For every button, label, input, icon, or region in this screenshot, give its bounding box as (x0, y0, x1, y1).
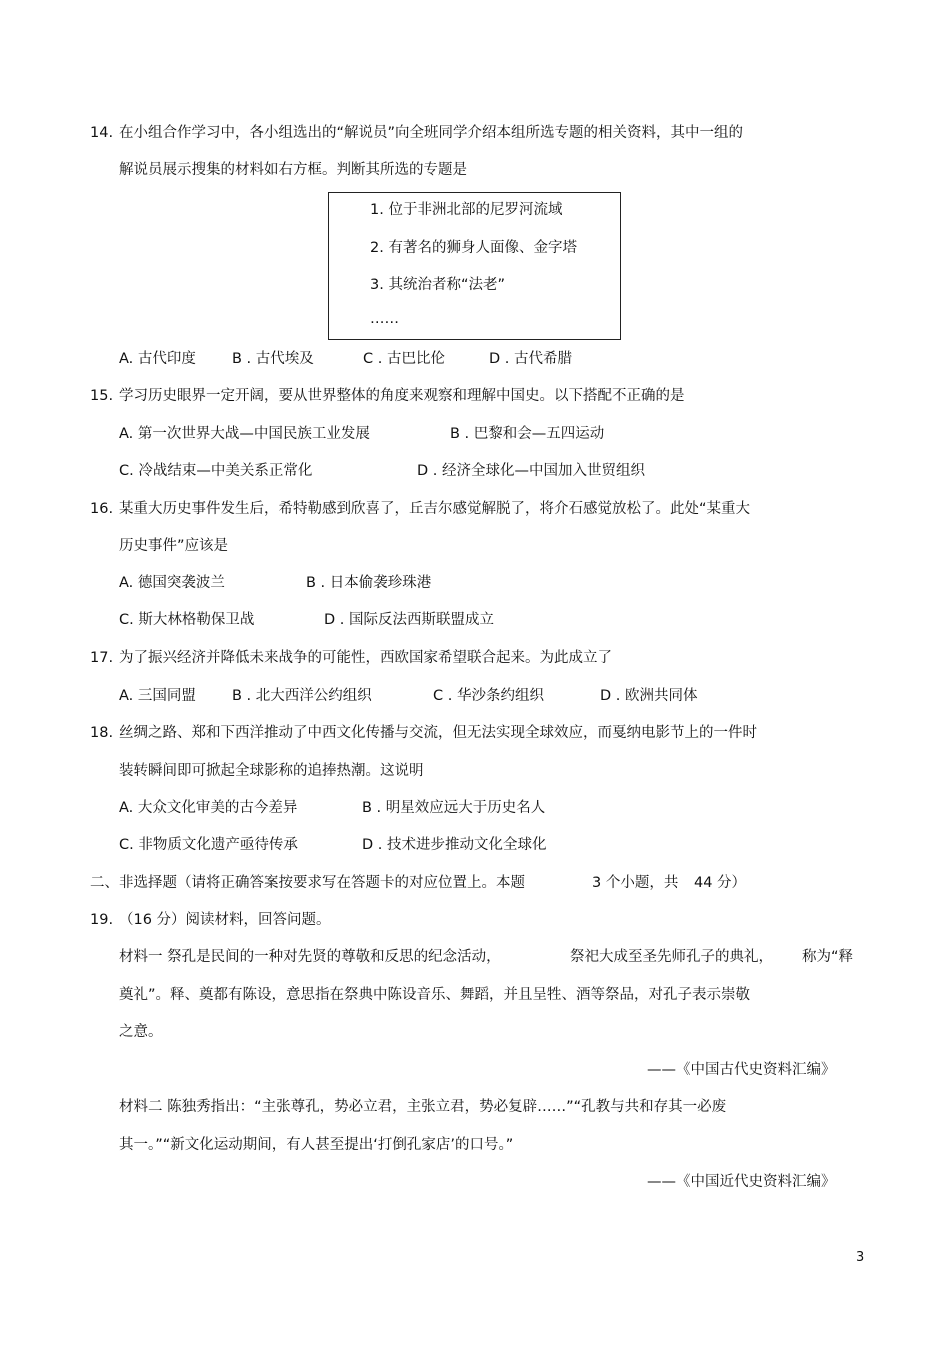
question-16-option-d: D . 国际反法西斯联盟成立 (324, 612, 494, 628)
material-1-line3: 之意。 (119, 1024, 163, 1040)
question-15-number: 15. (90, 388, 114, 404)
question-17-option-c: C . 华沙条约组织 (433, 688, 544, 704)
question-14-option-a: A. 古代印度 (119, 351, 196, 367)
question-18-option-c: C. 非物质文化遗产亟待传承 (119, 837, 298, 853)
question-16-option-c: C. 斯大林格勒保卫战 (119, 612, 255, 628)
question-15-option-a: A. 第一次世界大战—中国民族工业发展 (119, 426, 370, 442)
question-16-option-a: A. 德国突袭波兰 (119, 575, 225, 591)
question-16-number: 16. (90, 501, 114, 517)
question-18-option-d: D . 技术进步推动文化全球化 (362, 837, 547, 853)
question-18-option-a: A. 大众文化审美的古今差异 (119, 800, 298, 816)
material-2-source: ——《中国近代史资料汇编》 (647, 1174, 836, 1190)
question-16-stem-line1: 某重大历史事件发生后，希特勒感到欣喜了，丘吉尔感觉解脱了，将介石感觉放松了。此处“某重大 (119, 501, 751, 517)
page-number: 3 (856, 1250, 865, 1265)
question-17-option-a: A. 三国同盟 (119, 688, 196, 704)
question-14-stem-line2: 解说员展示搜集的材料如右方框。判断其所选的专题是 (119, 162, 467, 178)
question-14-option-c: C . 古巴比伦 (363, 351, 445, 367)
question-15-option-d: D . 经济全球化—中国加入世贸组织 (417, 463, 645, 479)
question-14-number: 14. (90, 125, 114, 141)
question-16-stem-line2: 历史事件”应该是 (119, 538, 229, 554)
material-box (328, 192, 621, 340)
material-2-line1: 材料二 陈独秀指出：“主张尊孔，势必立君，主张立君，势必复辟……”“孔教与共和存其一必废 (119, 1099, 727, 1115)
question-15-option-c: C. 冷战结束—中美关系正常化 (119, 463, 313, 479)
material-2-line2: 其一。”“新文化运动期间，有人甚至提出‘打倒孔家店’的口号。” (119, 1137, 514, 1153)
question-18-stem-line1: 丝绸之路、郑和下西洋推动了中西文化传播与交流，但无法实现全球效应，而戛纳电影节上的一件时 (119, 725, 757, 741)
material-box-item: 1. 位于非洲北部的尼罗河流域 (370, 202, 563, 218)
material-1-line1-b: 祭祀大成至圣先师孔子的典礼， (570, 949, 773, 965)
question-18-number: 18. (90, 725, 114, 741)
question-18-option-b: B . 明星效应远大于历史名人 (362, 800, 546, 816)
question-17-option-d: D . 欧洲共同体 (600, 688, 698, 704)
question-18-stem-line2: 装转瞬间即可掀起全球影称的追捧热潮。这说明 (119, 763, 424, 779)
section-2-heading: 二、非选择题（请将正确答案按要求写在答题卡的对应位置上。本题 (90, 875, 525, 891)
section-2-heading-count: 3 个小题，共 (592, 875, 679, 891)
question-14-stem-line1: 在小组合作学习中，各小组选出的“解说员”向全班同学介绍本组所选专题的相关资料，其中一组的 (119, 125, 744, 141)
question-15-stem-line1: 学习历史眼界一定开阔，要从世界整体的角度来观察和理解中国史。以下搭配不正确的是 (119, 388, 685, 404)
question-14-option-d: D . 古代希腊 (489, 351, 572, 367)
material-1-line2: 奠礼”。释、奠都有陈设，意思指在祭典中陈设音乐、舞蹈，并且呈牲、酒等祭品，对孔子表示崇敬 (119, 987, 751, 1003)
question-15-option-b: B . 巴黎和会—五四运动 (450, 426, 605, 442)
question-16-option-b: B . 日本偷袭珍珠港 (306, 575, 432, 591)
material-box-item: 3. 其统治者称“法老” (370, 277, 505, 293)
section-2-heading-score: 44 分） (694, 875, 747, 891)
material-box-item: …… (370, 311, 399, 327)
material-1-line1-a: 材料一 祭孔是民间的一种对先贤的尊敬和反思的纪念活动， (119, 949, 501, 965)
question-17-number: 17. (90, 650, 114, 666)
material-1-line1-c: 称为“释 (802, 949, 854, 965)
question-14-option-b: B . 古代埃及 (232, 351, 314, 367)
question-17-option-b: B . 北大西洋公约组织 (232, 688, 372, 704)
material-1-source: ——《中国古代史资料汇编》 (647, 1062, 836, 1078)
question-17-stem-line1: 为了振兴经济并降低未来战争的可能性，西欧国家希望联合起来。为此成立了 (119, 650, 612, 666)
question-19-stem: （16 分）阅读材料，回答问题。 (119, 912, 331, 928)
material-box-item: 2. 有著名的狮身人面像、金字塔 (370, 240, 577, 256)
question-19-number: 19. (90, 912, 114, 928)
